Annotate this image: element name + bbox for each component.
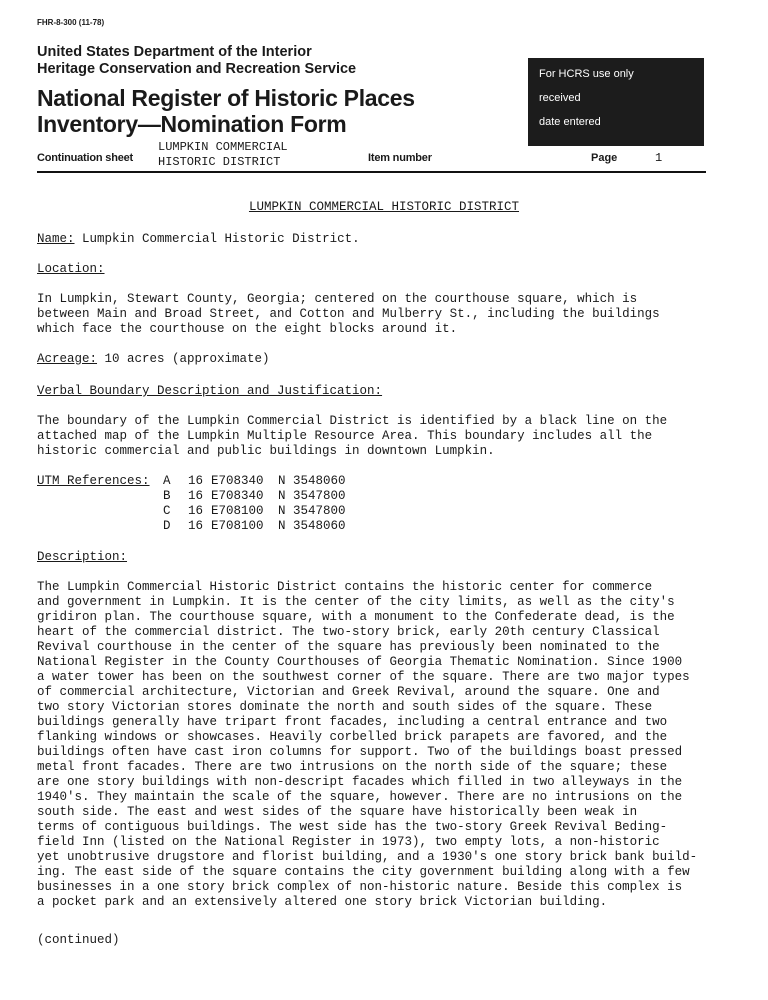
boundary-text bbox=[37, 414, 717, 459]
item-number-label: Item number bbox=[368, 152, 432, 164]
description-line: of commercial architecture, Victorian and Greek Revival, around the square. One and bbox=[37, 685, 660, 699]
form-title bbox=[37, 85, 415, 137]
description-line: a pocket park and an extensively altered one story brick Victorian building. bbox=[37, 895, 608, 909]
location-line: between Main and Broad Street, and Cotton and Mulberry St., including the buildings bbox=[37, 307, 660, 321]
continued-note: (continued) bbox=[37, 933, 120, 947]
name-value: Lumpkin Commercial Historic District. bbox=[82, 232, 360, 246]
description-line: field Inn (listed on the National Register in 1973), two empty lots, a non-historic bbox=[37, 835, 660, 849]
boundary-label: Verbal Boundary Description and Justification: bbox=[37, 384, 383, 398]
form-title-line-2: Inventory—Nomination Form bbox=[37, 111, 347, 137]
location-line: In Lumpkin, Stewart County, Georgia; centered on the courthouse square, which is bbox=[37, 292, 638, 306]
agency-line: Heritage Conservation and Recreation Service bbox=[37, 61, 357, 77]
description-line: flanking windows or showcases. Heavily corbelled brick parapets are favored, and the bbox=[37, 730, 668, 744]
utm-letter: A bbox=[163, 474, 171, 488]
department-heading bbox=[37, 44, 356, 78]
description-line: 1940's. They maintain the scale of the square, however. There are no intrusions on the bbox=[37, 790, 683, 804]
boundary-line: The boundary of the Lumpkin Commercial District is identified by a black line on the bbox=[37, 414, 668, 428]
hcrs-use-box bbox=[528, 58, 704, 146]
utm-northing: N 3547800 bbox=[278, 504, 346, 518]
continuation-name-line-2: HISTORIC DISTRICT bbox=[158, 155, 281, 169]
date-entered-label: date entered bbox=[539, 116, 601, 128]
name-label: Name: bbox=[37, 232, 75, 246]
hcrs-use-only-label: For HCRS use only bbox=[539, 68, 634, 80]
description-line: are one story buildings with non-descript facades which filled in two alleyways in the bbox=[37, 775, 683, 789]
description-line: gridiron plan. The courthouse square, with a monument to the Confederate dead, is the bbox=[37, 610, 675, 624]
continuation-sheet-name bbox=[158, 140, 288, 170]
description-text bbox=[37, 580, 717, 910]
boundary-line: historic commercial and public buildings in downtown Lumpkin. bbox=[37, 444, 495, 458]
description-line: buildings often have cast iron columns for support. Two of the buildings boast pressed bbox=[37, 745, 683, 759]
utm-zone: 16 bbox=[188, 474, 204, 488]
description-label: Description: bbox=[37, 550, 128, 564]
acreage-label: Acreage: bbox=[37, 352, 98, 366]
boundary-line: attached map of the Lumpkin Multiple Resource Area. This boundary includes all the bbox=[37, 429, 653, 443]
description-line: metal front facades. There are two intrusions on the north side of the square; these bbox=[37, 760, 668, 774]
utm-easting: E708100 bbox=[211, 519, 264, 533]
description-line: yet unobtrusive drugstore and florist building, and a 1930's one story brick bank build- bbox=[37, 850, 698, 864]
description-line: and government in Lumpkin. It is the center of the city limits, as well as the city's bbox=[37, 595, 675, 609]
utm-letter: D bbox=[163, 519, 171, 533]
utm-label: UTM References: bbox=[37, 474, 150, 488]
description-line: two story Victorian stores dominate the north and south sides of the square. These bbox=[37, 700, 653, 714]
utm-northing: N 3548060 bbox=[278, 474, 346, 488]
district-title: LUMPKIN COMMERCIAL HISTORIC DISTRICT bbox=[248, 200, 520, 214]
description-line: buildings generally have tripart front facades, including a central entrance and two bbox=[37, 715, 668, 729]
department-line: United States Department of the Interior bbox=[37, 44, 312, 60]
received-label: received bbox=[539, 92, 581, 104]
acreage-row bbox=[37, 352, 270, 367]
utm-easting: E708340 bbox=[211, 489, 264, 503]
utm-easting: E708340 bbox=[211, 474, 264, 488]
description-line: ing. The east side of the square contains the city government building along with a few bbox=[37, 865, 690, 879]
form-title-line-1: National Register of Historic Places bbox=[37, 85, 415, 111]
utm-easting: E708100 bbox=[211, 504, 264, 518]
utm-zone: 16 bbox=[188, 489, 204, 503]
utm-letter: C bbox=[163, 504, 171, 518]
utm-northing: N 3548060 bbox=[278, 519, 346, 533]
description-line: terms of contiguous buildings. The west side has the two-story Greek Revival Beding- bbox=[37, 820, 668, 834]
description-line: south side. The east and west sides of the square have historically been weak in bbox=[37, 805, 638, 819]
utm-northing: N 3547800 bbox=[278, 489, 346, 503]
utm-zone: 16 bbox=[188, 519, 204, 533]
description-line: The Lumpkin Commercial Historic District contains the historic center for commerce bbox=[37, 580, 653, 594]
page-number: 1 bbox=[655, 151, 663, 165]
form-code: FHR-8-300 (11-78) bbox=[37, 18, 105, 27]
description-line: National Register in the County Courthouses of Georgia Thematic Nomination. Since 1900 bbox=[37, 655, 683, 669]
continuation-sheet-label: Continuation sheet bbox=[37, 152, 134, 164]
location-label: Location: bbox=[37, 262, 105, 276]
utm-letter: B bbox=[163, 489, 171, 503]
continuation-name-line-1: LUMPKIN COMMERCIAL bbox=[158, 140, 288, 154]
acreage-value: 10 acres (approximate) bbox=[104, 352, 270, 366]
name-row bbox=[37, 232, 360, 247]
header-rule bbox=[37, 171, 706, 173]
description-line: heart of the commercial district. The two-story brick, early 20th century Classical bbox=[37, 625, 660, 639]
page-label: Page bbox=[591, 152, 618, 164]
description-line: a water tower has been on the southwest corner of the square. There are two major types bbox=[37, 670, 690, 684]
continuation-sheet-row bbox=[37, 140, 707, 172]
utm-zone: 16 bbox=[188, 504, 204, 518]
location-text bbox=[37, 292, 717, 337]
description-line: businesses in a one story brick complex of non-historic nature. Beside this complex is bbox=[37, 880, 683, 894]
description-line: Revival courthouse in the center of the square has previously been nominated to the bbox=[37, 640, 660, 654]
location-line: which face the courthouse on the eight blocks around it. bbox=[37, 322, 458, 336]
